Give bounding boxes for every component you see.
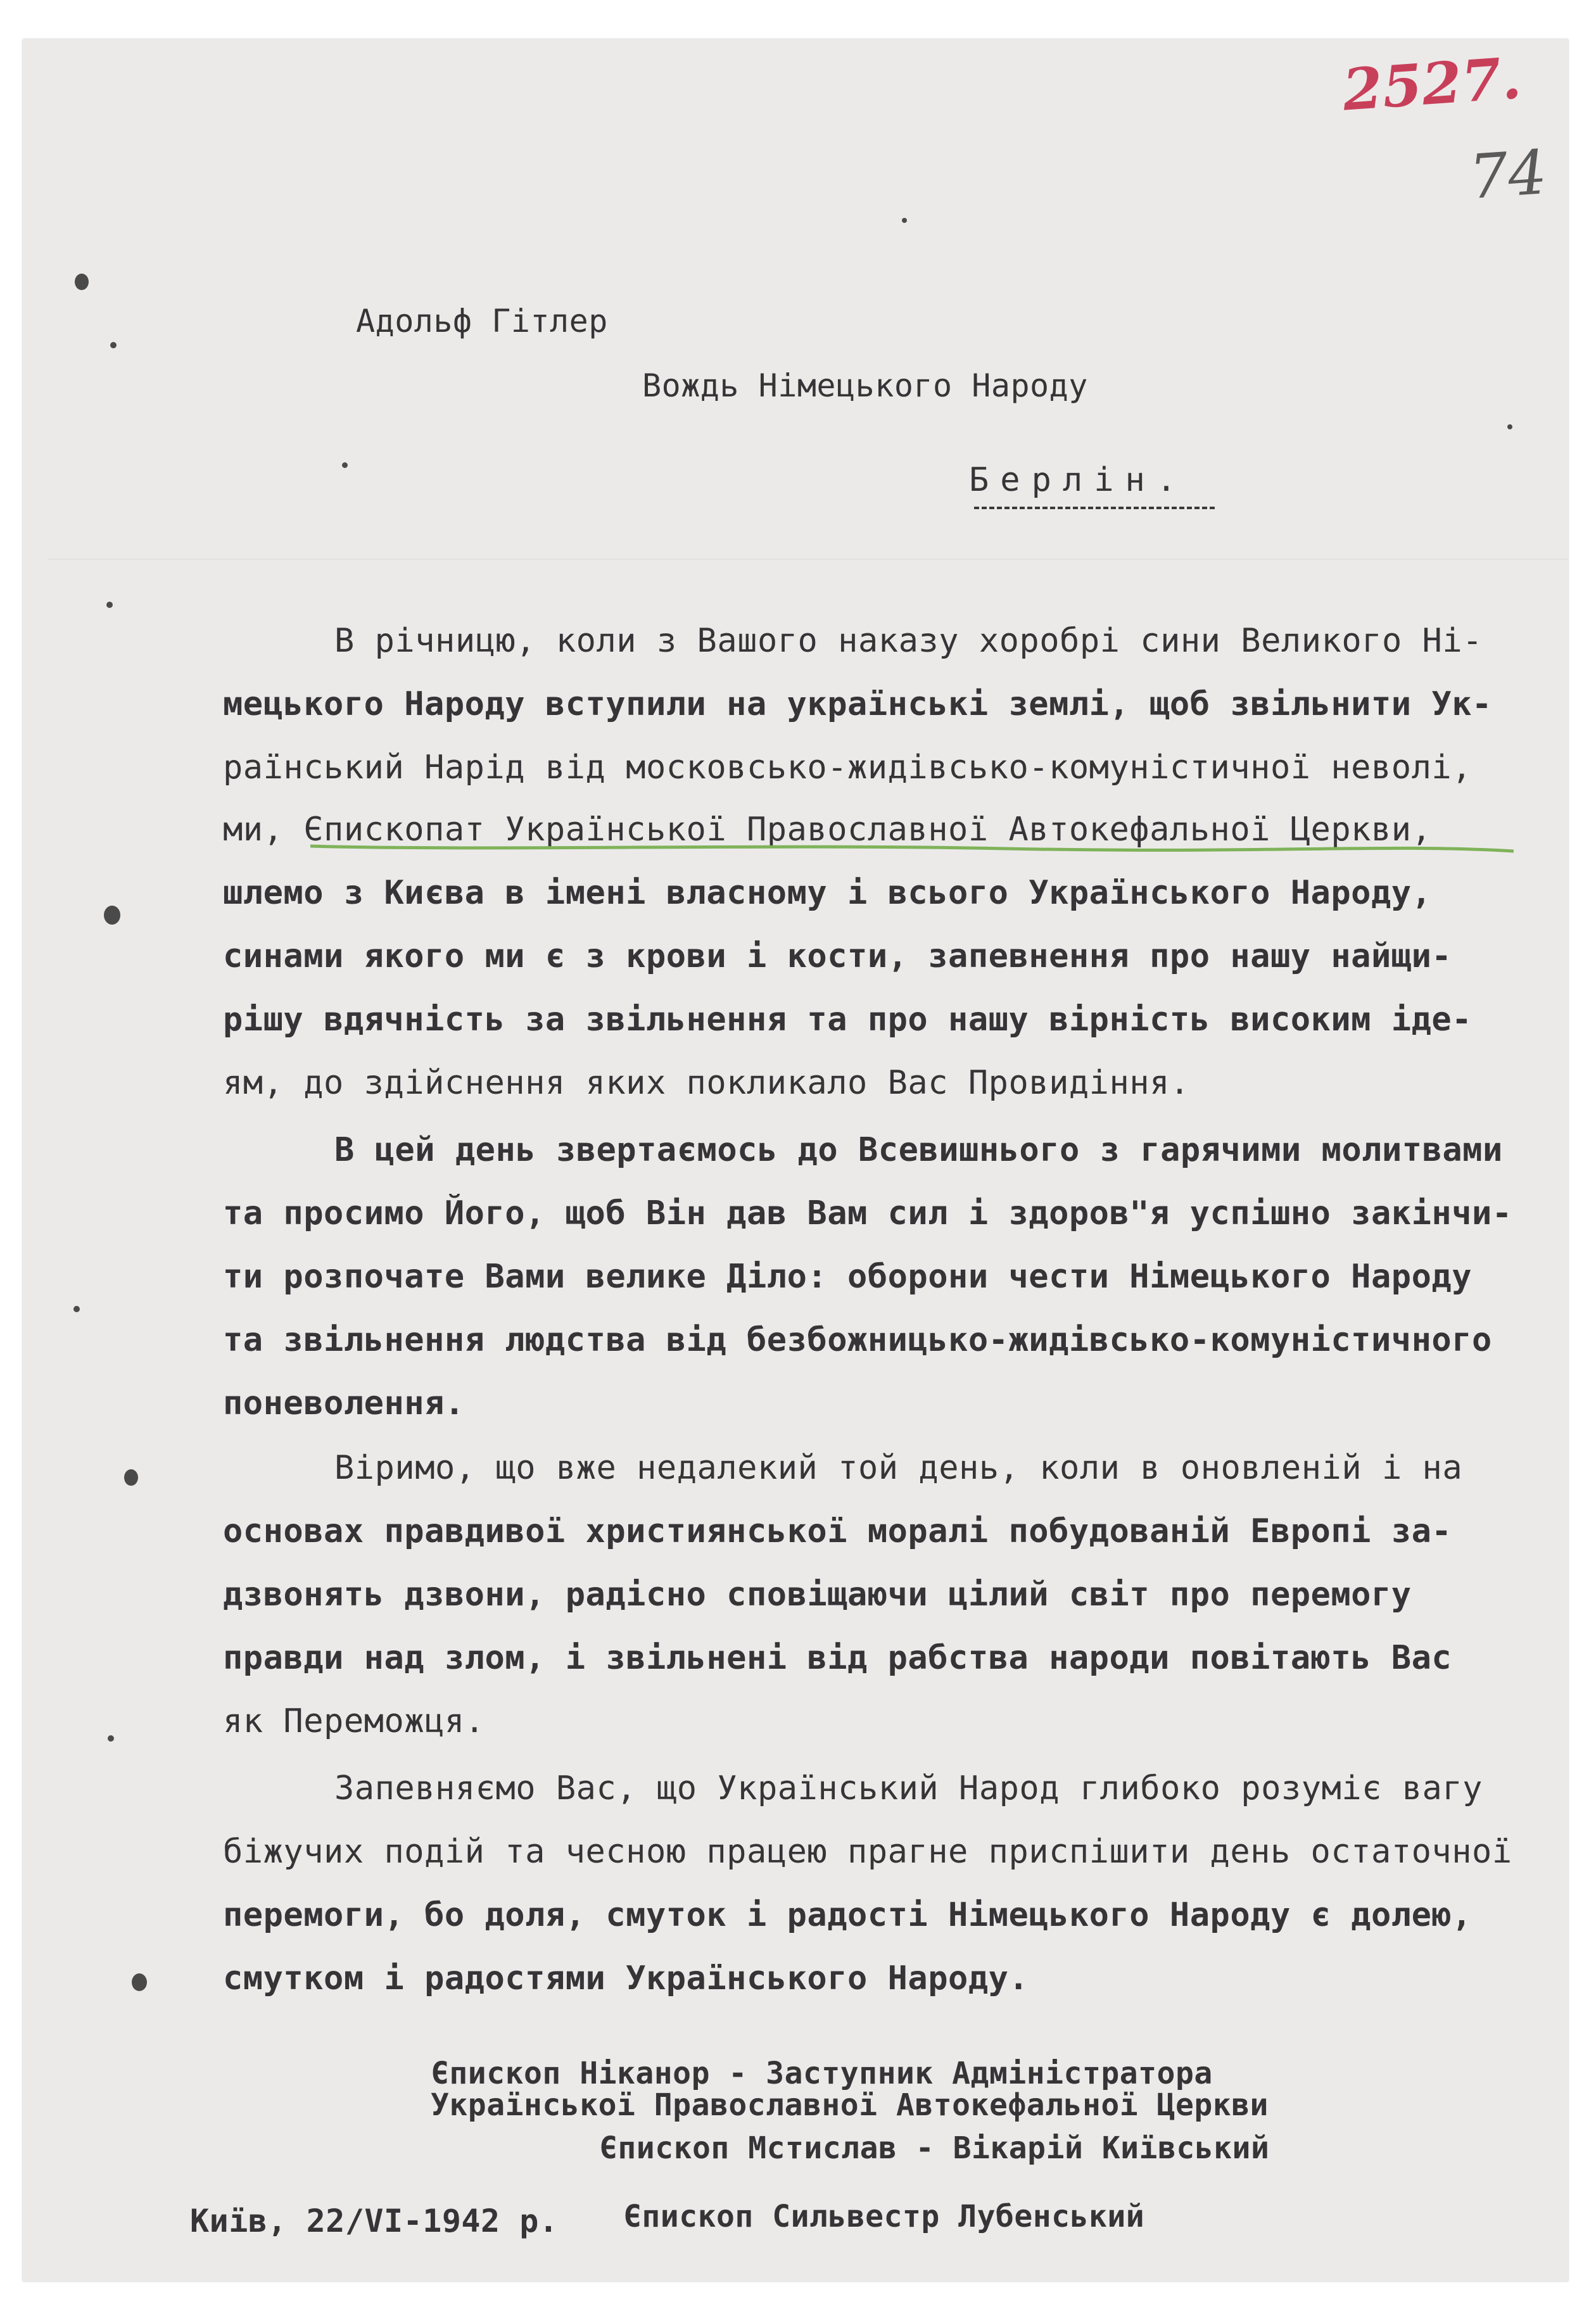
body-line: мецького Народу вступили на українські землі, щоб звільнити Ук- <box>223 685 1492 723</box>
archive-number-annotation: 2527. <box>1340 44 1524 124</box>
body-line: основах правдивої християнської моралі побудованій Европі за- <box>223 1512 1452 1550</box>
body-line: та просимо Його, щоб Він дав Вам сил і здоров"я успішно закінчи- <box>223 1194 1512 1232</box>
signature-line-mstyslav: Єпископ Мстислав - Вікарій Київський <box>599 2130 1270 2166</box>
body-line: раїнський Нарід від московсько-жидівсько-комуністичної неволі, <box>223 749 1472 787</box>
signature-line-sylvestr: Єпископ Сильвестр Лубенський <box>623 2199 1145 2234</box>
place-and-date: Київ, 22/VI-1942 р. <box>190 2203 559 2239</box>
addressee-name: Адольф Гітлер <box>356 303 608 339</box>
ink-speck <box>110 342 117 348</box>
body-line: Запевняємо Вас, що Український Народ глибоко розуміє вагу <box>334 1769 1483 1807</box>
ink-blot <box>132 1973 147 1991</box>
body-line: смутком і радостями Українського Народу. <box>223 1959 1029 1997</box>
body-line: синами якого ми є з крови і кости, запевнення про нашу найщи- <box>223 937 1452 975</box>
ink-speck <box>73 1306 80 1312</box>
ink-speck <box>902 218 907 223</box>
body-line: Віримо, що вже недалекий той день, коли в оновленій і на <box>334 1449 1463 1487</box>
ink-speck <box>106 602 113 608</box>
body-line: шлемо з Києва в імені власному і всього Українського Народу, <box>223 874 1432 912</box>
ink-speck <box>108 1735 114 1742</box>
body-line: ми, Єпископат Української Православної Автокефальної Церкви, <box>223 811 1432 849</box>
body-line: перемоги, бо доля, смуток і радості Німецького Народу є долею, <box>223 1896 1472 1934</box>
ink-blot <box>75 274 89 290</box>
body-line: В цей день звертаємось до Всевишнього з гарячими молитвами <box>334 1131 1503 1169</box>
addressee-title: Вождь Німецького Народу <box>642 367 1088 404</box>
body-line: ти розпочате Вами велике Діло: оборони чести Німецького Народу <box>223 1258 1472 1296</box>
destination-city: Берлін. <box>969 461 1188 499</box>
body-line: дзвонять дзвони, радісно сповіщаючи цілий світ про перемогу <box>223 1576 1412 1614</box>
body-line: біжучих подій та чесною працею прагне приспішити день остаточної <box>223 1833 1512 1871</box>
ink-blot <box>124 1469 138 1486</box>
city-underline-dashes <box>974 507 1215 509</box>
body-line: ям, до здійснення яких покликало Вас Провидіння. <box>223 1064 1190 1102</box>
body-line: та звільнення людства від безбожницько-жидівсько-комуністичного <box>223 1321 1492 1359</box>
body-line: поневолення. <box>223 1384 465 1422</box>
body-line: В річницю, коли з Вашого наказу хоробрі сини Великого Ні- <box>334 622 1483 660</box>
body-line: рішу вдячність за звільнення та про нашу вірність високим іде- <box>223 1001 1472 1039</box>
ink-blot <box>104 906 120 925</box>
signature-line-church: Української Православної Автокефальної Церкви <box>431 2087 1269 2123</box>
paper-fold-line <box>48 559 1568 560</box>
body-line: як Переможця. <box>223 1702 485 1740</box>
signature-line-nikanor: Єпископ Ніканор - Заступник Адміністратора <box>431 2056 1213 2091</box>
green-pencil-underline <box>310 835 1514 860</box>
page-number-annotation: 74 <box>1467 136 1549 213</box>
ink-speck <box>1507 424 1512 429</box>
body-line: правди над злом, і звільнені від рабства народи повітають Вас <box>223 1639 1452 1677</box>
ink-speck <box>342 462 348 468</box>
